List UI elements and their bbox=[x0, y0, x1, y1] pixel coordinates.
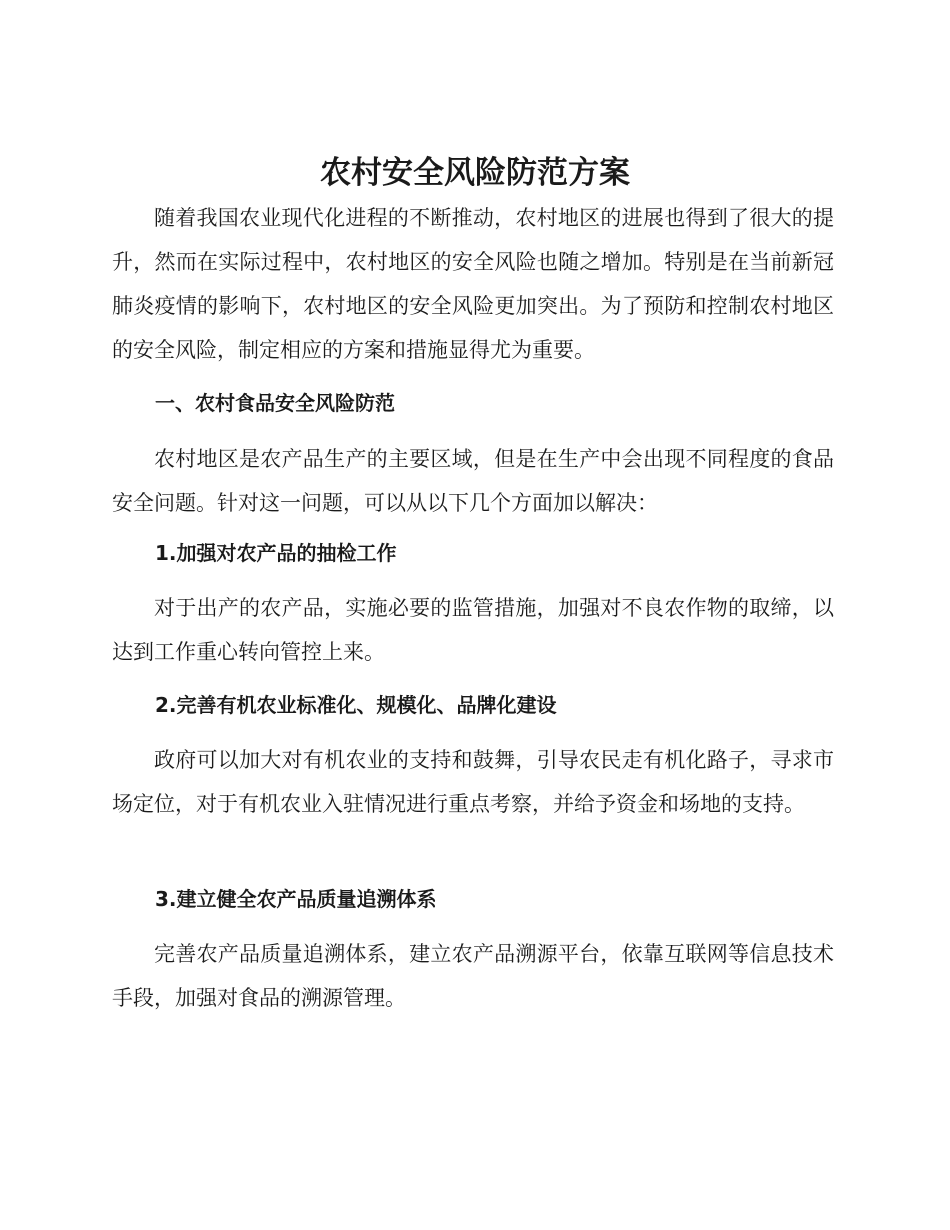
item-heading-1: 1.加强对农产品的抽检工作 bbox=[155, 541, 397, 565]
item-paragraph-3: 完善农产品质量追溯体系，建立农产品溯源平台，依靠互联网等信息技术手段，加强对食品的溯源管理。 bbox=[112, 942, 834, 1010]
item-paragraph-2: 政府可以加大对有机农业的支持和鼓舞，引导农民走有机化路子，寻求市场定位，对于有机农业入驻情况进行重点考察，并给予资金和场地的支持。 bbox=[112, 748, 834, 816]
section-paragraph-food-safety: 农村地区是农产品生产的主要区域，但是在生产中会出现不同程度的食品安全问题。针对这一问题，可以从以下几个方面加以解决： bbox=[112, 447, 834, 515]
item-heading-3: 3.建立健全农产品质量追溯体系 bbox=[155, 887, 437, 911]
item-heading-2: 2.完善有机农业标准化、规模化、品牌化建设 bbox=[155, 693, 557, 717]
document-title: 农村安全风险防范方案 bbox=[320, 155, 630, 191]
section-heading-food-safety: 一、农村食品安全风险防范 bbox=[155, 391, 395, 415]
item-paragraph-1: 对于出产的农产品，实施必要的监管措施，加强对不良农作物的取缔，以达到工作重心转向管控上来。 bbox=[112, 596, 834, 664]
intro-paragraph: 随着我国农业现代化进程的不断推动，农村地区的进展也得到了很大的提升，然而在实际过程中，农村地区的安全风险也随之增加。特别是在当前新冠肺炎疫情的影响下，农村地区的安全风险更加突出。为了预防和控制农村地区的安全风险，制定相应的方案和措施显得尤为重要。 bbox=[112, 206, 834, 362]
